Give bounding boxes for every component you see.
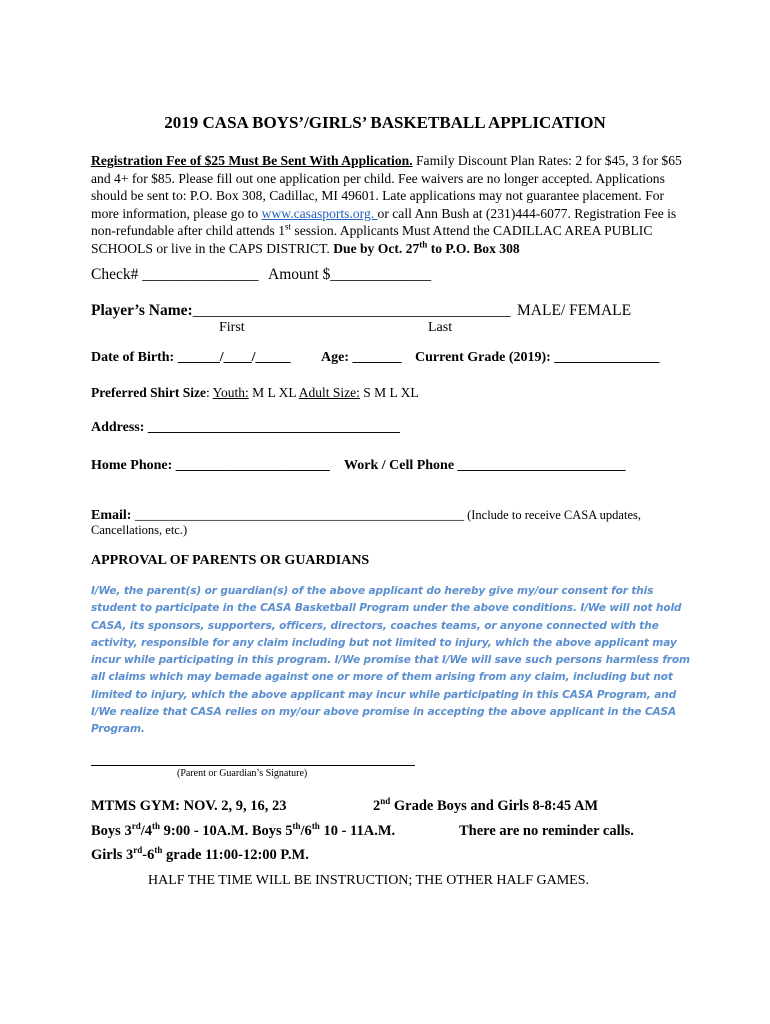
girls-sup-b: th (154, 845, 163, 856)
player-name-row[interactable] (91, 302, 510, 320)
home-phone-field[interactable]: Home Phone: ______________________ (91, 458, 330, 473)
boys-sup-b: th (151, 821, 160, 832)
girls-text-c: grade 11:00-12:00 P.M. (162, 847, 309, 863)
email-line[interactable]: _______________________________________________ (131, 508, 464, 523)
intro-text-3: session. Applicants Must Attend the CADILLAC AREA PUBLIC SCHOOLS or live in the CAPS DISTRICT. (91, 223, 653, 256)
shirt-size-label: Preferred Shirt Size (91, 385, 206, 400)
adult-size-options[interactable]: S M L XL (359, 385, 419, 400)
intro-text-1: Family Discount Plan Rates: 2 for $45, 3 for $65 and 4+ for $85. Please fill out one application per child. Fee waivers are no longer accepted. Applications should be sent to: P.O. Box 308, Cadillac, MI 49601. Late applications may not guarantee placement. For more information, please go to (91, 153, 682, 221)
girls-text-b: -6 (142, 847, 155, 863)
current-grade-field[interactable]: Current Grade (2019): _______________ (415, 350, 660, 365)
girls-sup-a: rd (133, 845, 143, 856)
boys-sup-a: rd (131, 821, 141, 832)
instruction-footer: HALF THE TIME WILL BE INSTRUCTION; THE OTHER HALF GAMES. (148, 873, 589, 888)
player-name-label: Player’s Name: (91, 302, 193, 319)
boys-schedule (91, 823, 395, 840)
age-field[interactable]: Age: _______ (321, 350, 402, 365)
check-number-field[interactable]: Check# _______________ (91, 266, 259, 283)
shirt-size-colon: : (205, 385, 213, 400)
due-sup: th (419, 239, 428, 250)
second-grade-number: 2 (373, 798, 381, 814)
email-row[interactable] (91, 506, 641, 524)
approval-heading: APPROVAL OF PARENTS OR GUARDIANS (91, 553, 370, 568)
first-name-label: First (219, 320, 245, 335)
shirt-size-row[interactable] (91, 385, 419, 401)
boys-sup-d: th (311, 821, 320, 832)
email-note: (Include to receive CASA updates, (463, 508, 641, 522)
reminder-notice: There are no reminder calls. (459, 823, 634, 839)
adult-size-label: Adult Size: (298, 385, 360, 400)
boys-text-c: 9:00 - 10A.M. Boys 5 (160, 823, 293, 839)
page-title: 2019 CASA BOYS’/GIRLS’ BASKETBALL APPLICATION (164, 113, 606, 132)
due-rest: to P.O. Box 308 (427, 240, 520, 256)
amount-field[interactable]: Amount $_____________ (268, 266, 432, 283)
last-name-label: Last (428, 320, 453, 335)
second-grade-sup: nd (380, 796, 391, 807)
email-label: Email: (91, 508, 132, 523)
due-text: Due by Oct. 27 (333, 240, 420, 256)
boys-text-b: /4 (140, 823, 152, 839)
boys-sup-c: th (292, 821, 301, 832)
youth-size-label: Youth: (212, 385, 249, 400)
boys-text-a: Boys 3 (91, 823, 132, 839)
intro-text-2: or call Ann Bush at (231)444-6077. Registration Fee is non-refundable after child attends 1 (91, 205, 677, 239)
signature-line[interactable] (91, 765, 415, 766)
address-field[interactable]: Address: ____________________________________ (91, 420, 400, 435)
intro-sup-1: st (285, 221, 292, 232)
approval-text: I/We, the parent(s) or guardian(s) of the above applicant do hereby give my/our consent for this student to participate in the CASA Basketball Program under the above conditions. I/We will not hold CASA, its sponsors, supporters, officers, directors, coaches teams, or anyone connected with the activity, responsible for any claim including but not limited to injury, which the above applicant may incur while participating in this program. I/We promise that I/We will save such persons harmless from all claims which may bemade against one or more of them arising from any claim, including but not limited to injury, which the above applicant may incur while participating in this CASA Program, and I/We realize that CASA relies on my/our above promise in accepting the above applicant in the CASA Program. (91, 585, 690, 736)
youth-size-options[interactable]: M L XL (248, 385, 299, 400)
second-grade-schedule (373, 798, 598, 815)
player-name-line[interactable]: _________________________________________ (192, 302, 511, 319)
girls-text-a: Girls 3 (91, 847, 134, 863)
gender-field[interactable]: MALE/ FEMALE (517, 302, 632, 319)
date-of-birth-field[interactable]: Date of Birth: ______/____/_____ (91, 350, 291, 365)
gym-dates: MTMS GYM: NOV. 2, 9, 16, 23 (91, 798, 287, 814)
boys-text-d: /6 (300, 823, 312, 839)
second-grade-text: Grade Boys and Girls 8-8:45 AM (390, 798, 599, 814)
boys-text-e: 10 - 11A.M. (319, 823, 396, 839)
email-note-continued: Cancellations, etc.) (91, 523, 188, 537)
girls-schedule (91, 847, 309, 864)
intro-paragraph (91, 152, 691, 258)
due-date (333, 241, 520, 256)
fee-notice: Registration Fee of $25 Must Be Sent With Application. (91, 153, 413, 168)
signature-label: (Parent or Guardian’s Signature) (177, 768, 308, 779)
website-link[interactable]: www.casasports.org. (261, 205, 378, 221)
work-cell-phone-field[interactable]: Work / Cell Phone ________________________ (344, 458, 626, 473)
